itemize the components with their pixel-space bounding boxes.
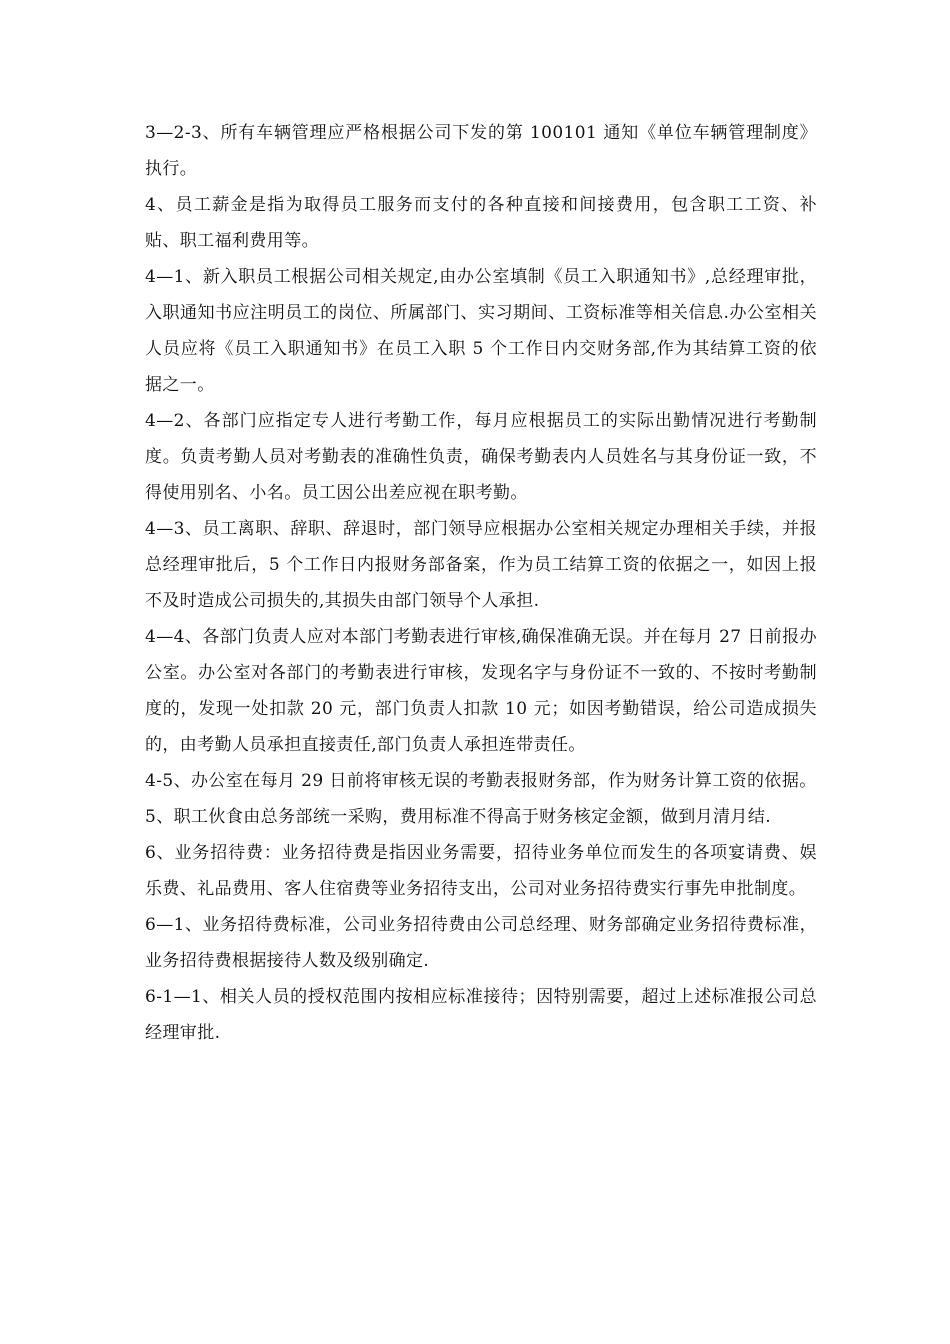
paragraph-5: 5、职工伙食由总务部统一采购，费用标准不得高于财务核定金额，做到月清月结. <box>145 807 772 827</box>
paragraph-4: 4、员工薪金是指为取得员工服务而支付的各种直接和间接费用，包含职工工资、补贴、职工福利费用等。 <box>145 195 817 251</box>
paragraph-4-1: 4—1、新入职员工根据公司相关规定,由办公室填制《员工入职通知书》,总经理审批，入职通知书应注明员工的岗位、所属部门、实习期间、工资标准等相关信息.办公室相关人员应将《员工入职通知书》在员工入职 5 个工作日内交财务部,作为其结算工资的依据之一。 <box>145 267 817 395</box>
paragraph-4-4: 4—4、各部门负责人应对本部门考勤表进行审核,确保准确无误。并在每月 27 日前报办公室。办公室对各部门的考勤表进行审核，发现名字与身份证不一致的、不按时考勤制度的，发现一处扣款 20 元，部门负责人扣款 10 元；如因考勤错误，给公司造成损失的，由考勤人员承担直接责任,部门负责人承担连带责任。 <box>145 627 817 755</box>
paragraph-4-3: 4—3、员工离职、辞职、辞退时，部门领导应根据办公室相关规定办理相关手续，并报总经理审批后，5 个工作日内报财务部备案，作为员工结算工资的依据之一，如因上报不及时造成公司损失的,其损失由部门领导个人承担. <box>145 519 817 611</box>
paragraph-6: 6、业务招待费：业务招待费是指因业务需要，招待业务单位而发生的各项宴请费、娱乐费、礼品费用、客人住宿费等业务招待支出，公司对业务招待费实行事先申批制度。 <box>145 843 817 899</box>
paragraph-6-1-1: 6-1—1、相关人员的授权范围内按相应标准接待；因特别需要，超过上述标准报公司总经理审批. <box>145 987 817 1043</box>
paragraph-3-2-3: 3—2-3、所有车辆管理应严格根据公司下发的第 100101 通知《单位车辆管理制度》执行。 <box>145 123 817 179</box>
paragraph-4-5: 4-5、办公室在每月 29 日前将审核无误的考勤表报财务部，作为财务计算工资的依据。 <box>145 771 817 791</box>
paragraph-4-2: 4—2、各部门应指定专人进行考勤工作，每月应根据员工的实际出勤情况进行考勤制度。负责考勤人员对考勤表的准确性负责，确保考勤表内人员姓名与其身份证一致，不得使用别名、小名。员工因公出差应视在职考勤。 <box>145 411 817 503</box>
paragraph-6-1: 6—1、业务招待费标准，公司业务招待费由公司总经理、财务部确定业务招待费标准，业务招待费根据接待人数及级别确定. <box>145 915 817 971</box>
document-body <box>145 115 817 1051</box>
